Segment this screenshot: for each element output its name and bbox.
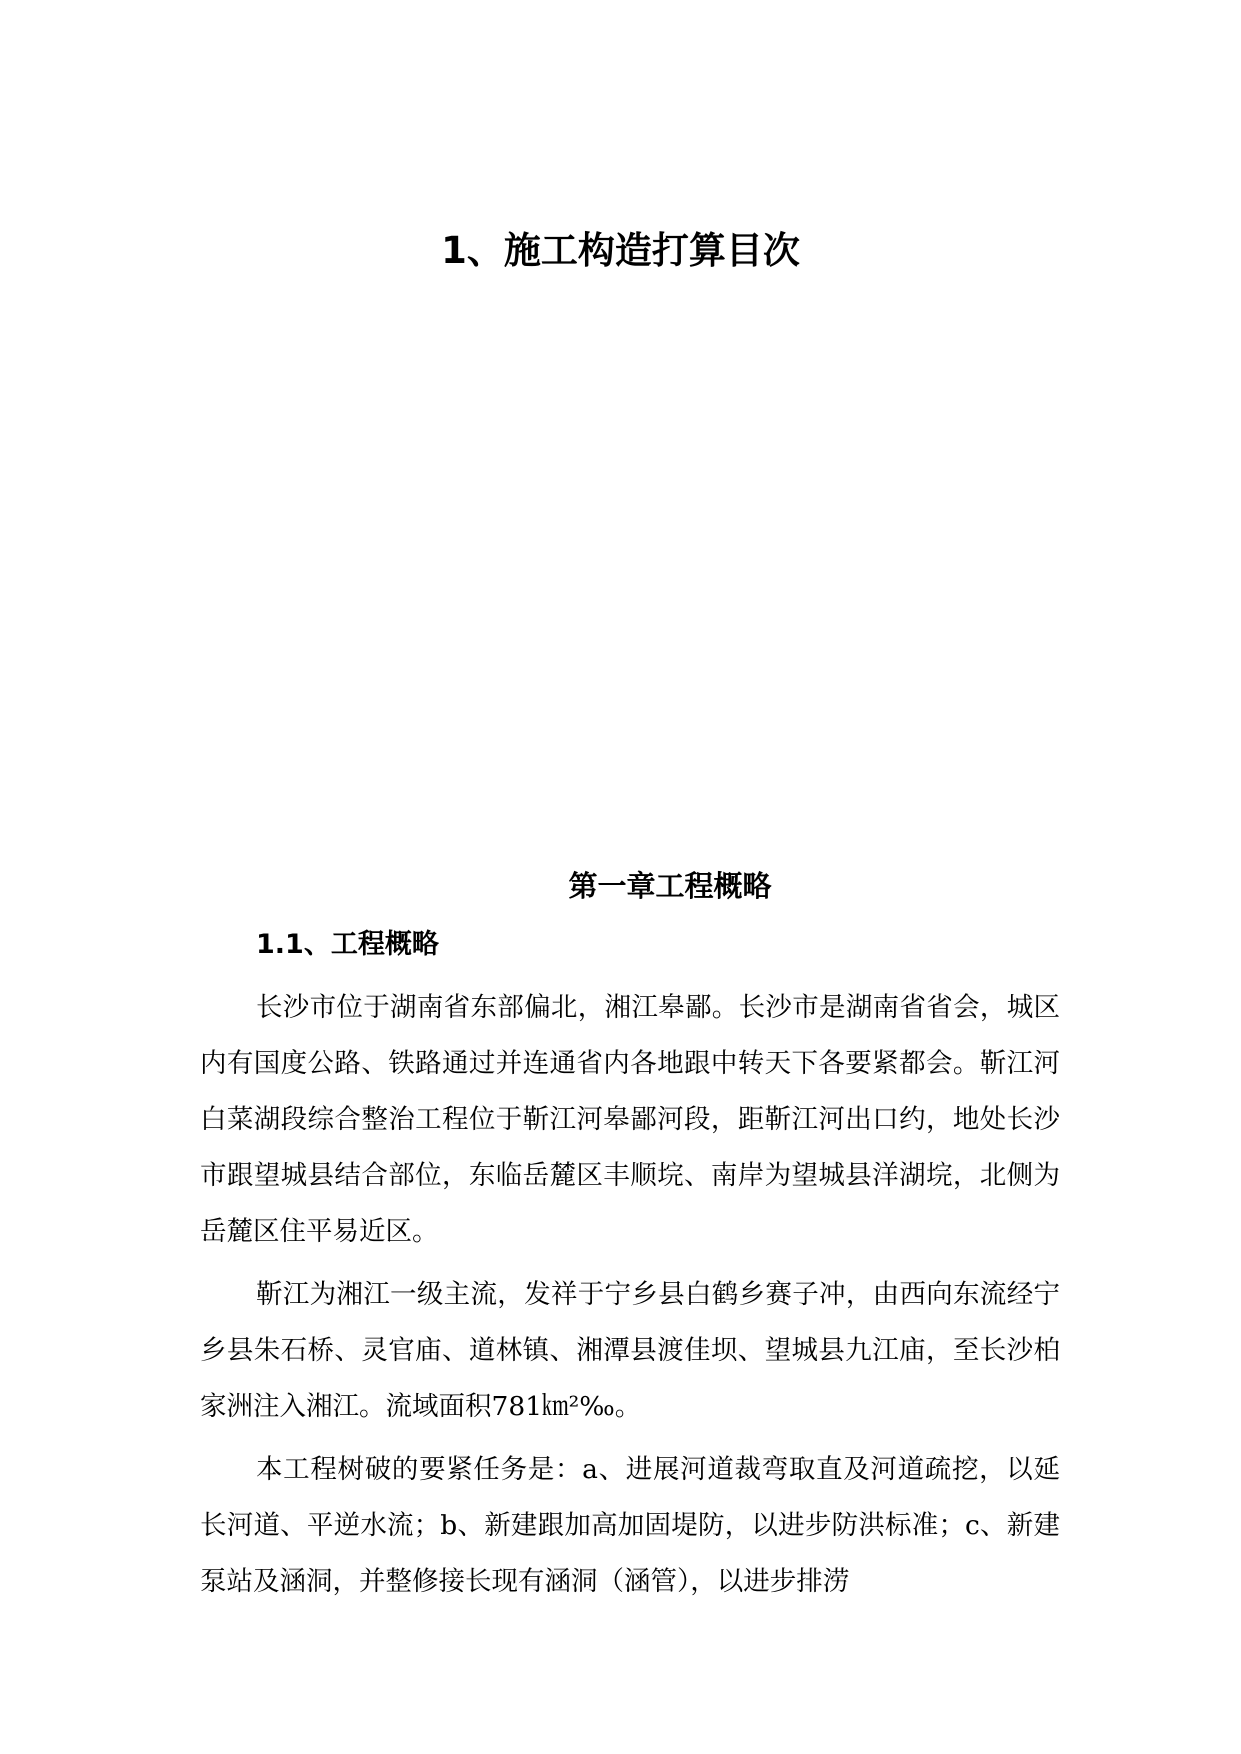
paragraph-tasks: 本工程树破的要紧任务是：a、进展河道裁弯取直及河道疏挖，以延长河道、平逆水流；b、新建跟加高加固堤防，以进步防洪标准；c、新建泵站及涵洞，并整修接长现有涵洞（涵管），以进步排涝 xyxy=(200,1454,1060,1597)
body-text xyxy=(200,980,1060,1617)
document-title: 1、施工构造打算目次 xyxy=(441,229,800,272)
chapter-title: 第一章工程概略 xyxy=(568,869,772,903)
paragraph-river: 靳江为湘江一级主流，发祥于宁乡县白鹤乡赛子冲，由西向东流经宁乡县朱石桥、灵官庙、道林镇、湘潭县渡佳坝、望城县九江庙，至长沙柏家洲注入湘江。流域面积781㎞²‰。 xyxy=(200,1279,1060,1422)
paragraph-location: 长沙市位于湖南省东部偏北，湘江皋鄙。长沙市是湖南省省会，城区内有国度公路、铁路通过并连通省内各地跟中转天下各要紧都会。靳江河白菜湖段综合整治工程位于靳江河皋鄙河段，距靳江河出口约，地处长沙市跟望城县结合部位，东临岳麓区丰顺垸、南岸为望城县洋湖垸，北侧为岳麓区住平易近区。 xyxy=(200,992,1060,1247)
section-heading: 1.1、工程概略 xyxy=(256,929,439,960)
